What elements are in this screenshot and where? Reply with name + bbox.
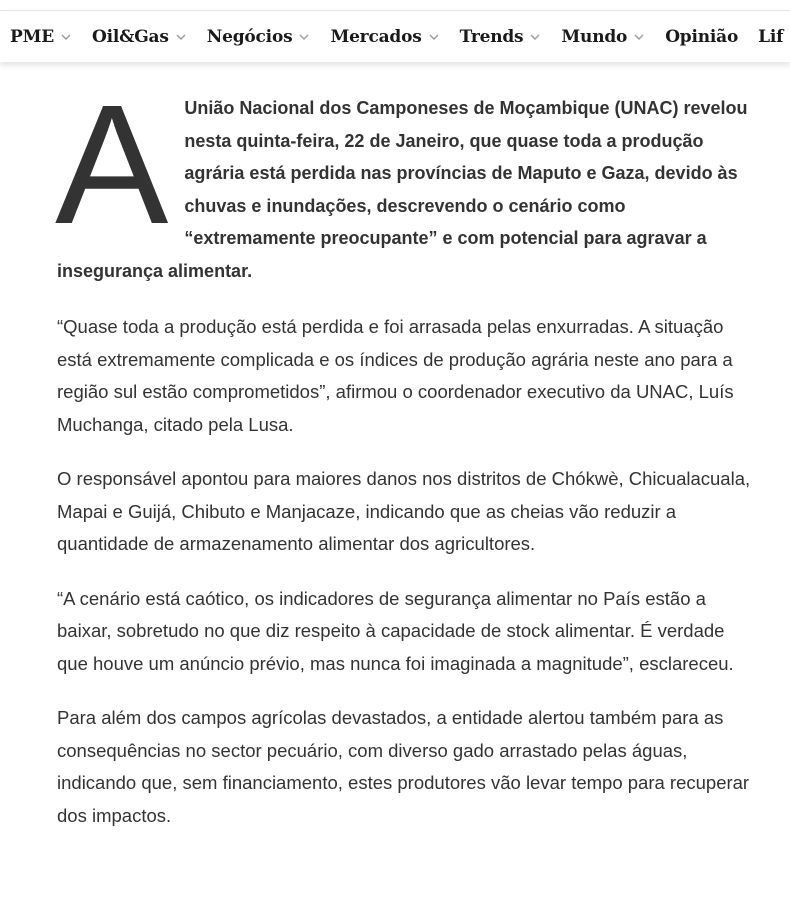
nav-item-lifestyle[interactable] [758,27,783,47]
nav-item-label: Trends [459,26,524,47]
chevron-down-icon [298,31,310,43]
nav-item-negocios[interactable] [207,27,311,47]
chevron-down-icon [175,31,187,43]
chevron-down-icon [633,31,645,43]
lead-text: União Nacional dos Camponeses de Moçambique (UNAC) revelou nesta quinta-feira, 22 de Janeiro, que quase toda a produção agrária está perdida nas províncias de Maputo e Gaza, devido às chuvas e inundações, descrevendo o cenário como “extremamente preocupante” e com potencial para agravar a insegurança alimentar. [57,98,748,281]
nav-item-label: Mercados [330,26,422,47]
nav-item-label: Lif [758,26,784,47]
nav-item-label: Opinião [665,26,739,47]
article-body [57,92,757,854]
nav-item-label: PME [10,26,54,47]
chevron-down-icon [428,31,440,43]
article-paragraph: Para além dos campos agrícolas devastados, a entidade alertou também para as consequências no sector pecuário, com diverso gado arrastado pelas águas, indicando que, sem financiamento, estes produtores vão levar tempo para recuperar dos impactos. [57,707,750,826]
nav-list [0,11,790,62]
chevron-down-icon [60,31,72,43]
drop-cap: A [55,98,169,224]
nav-item-label: Oil&Gas [91,26,169,47]
top-border [0,0,790,11]
article-lead [57,92,757,287]
main-navigation [0,11,790,62]
nav-item-label: Mundo [561,26,628,47]
article-paragraph: “Quase toda a produção está perdida e foi arrasada pelas enxurradas. A situação está extremamente complicada e os índices de produção agrária neste ano para a região sul estão comprometidos”, afirmou o coordenador executivo da UNAC, Luís Muchanga, citado pela Lusa. [57,316,734,435]
article-paragraph: “A cenário está caótico, os indicadores de segurança alimentar no País estão a baixar, sobretudo no que diz respeito à capacidade de stock alimentar. É verdade que houve um anúncio prévio, mas nunca foi imaginada a magnitude”, esclareceu. [57,587,734,674]
nav-item-pme[interactable] [10,27,72,47]
nav-item-label: Negócios [206,26,293,47]
nav-item-trends[interactable] [460,27,542,47]
article-paragraph: O responsável apontou para maiores danos nos distritos de Chókwè, Chicualacuala, Mapai e Guijá, Chibuto e Manjacaze, indicando que as cheias vão reduzir a quantidade de armazenamento alimentar dos agricultores. [57,468,751,554]
nav-item-mercados[interactable] [330,27,439,47]
nav-item-mundo[interactable] [561,27,645,47]
nav-item-oil-gas[interactable] [92,27,187,47]
chevron-down-icon [529,31,541,43]
nav-item-opiniao[interactable] [665,27,738,47]
